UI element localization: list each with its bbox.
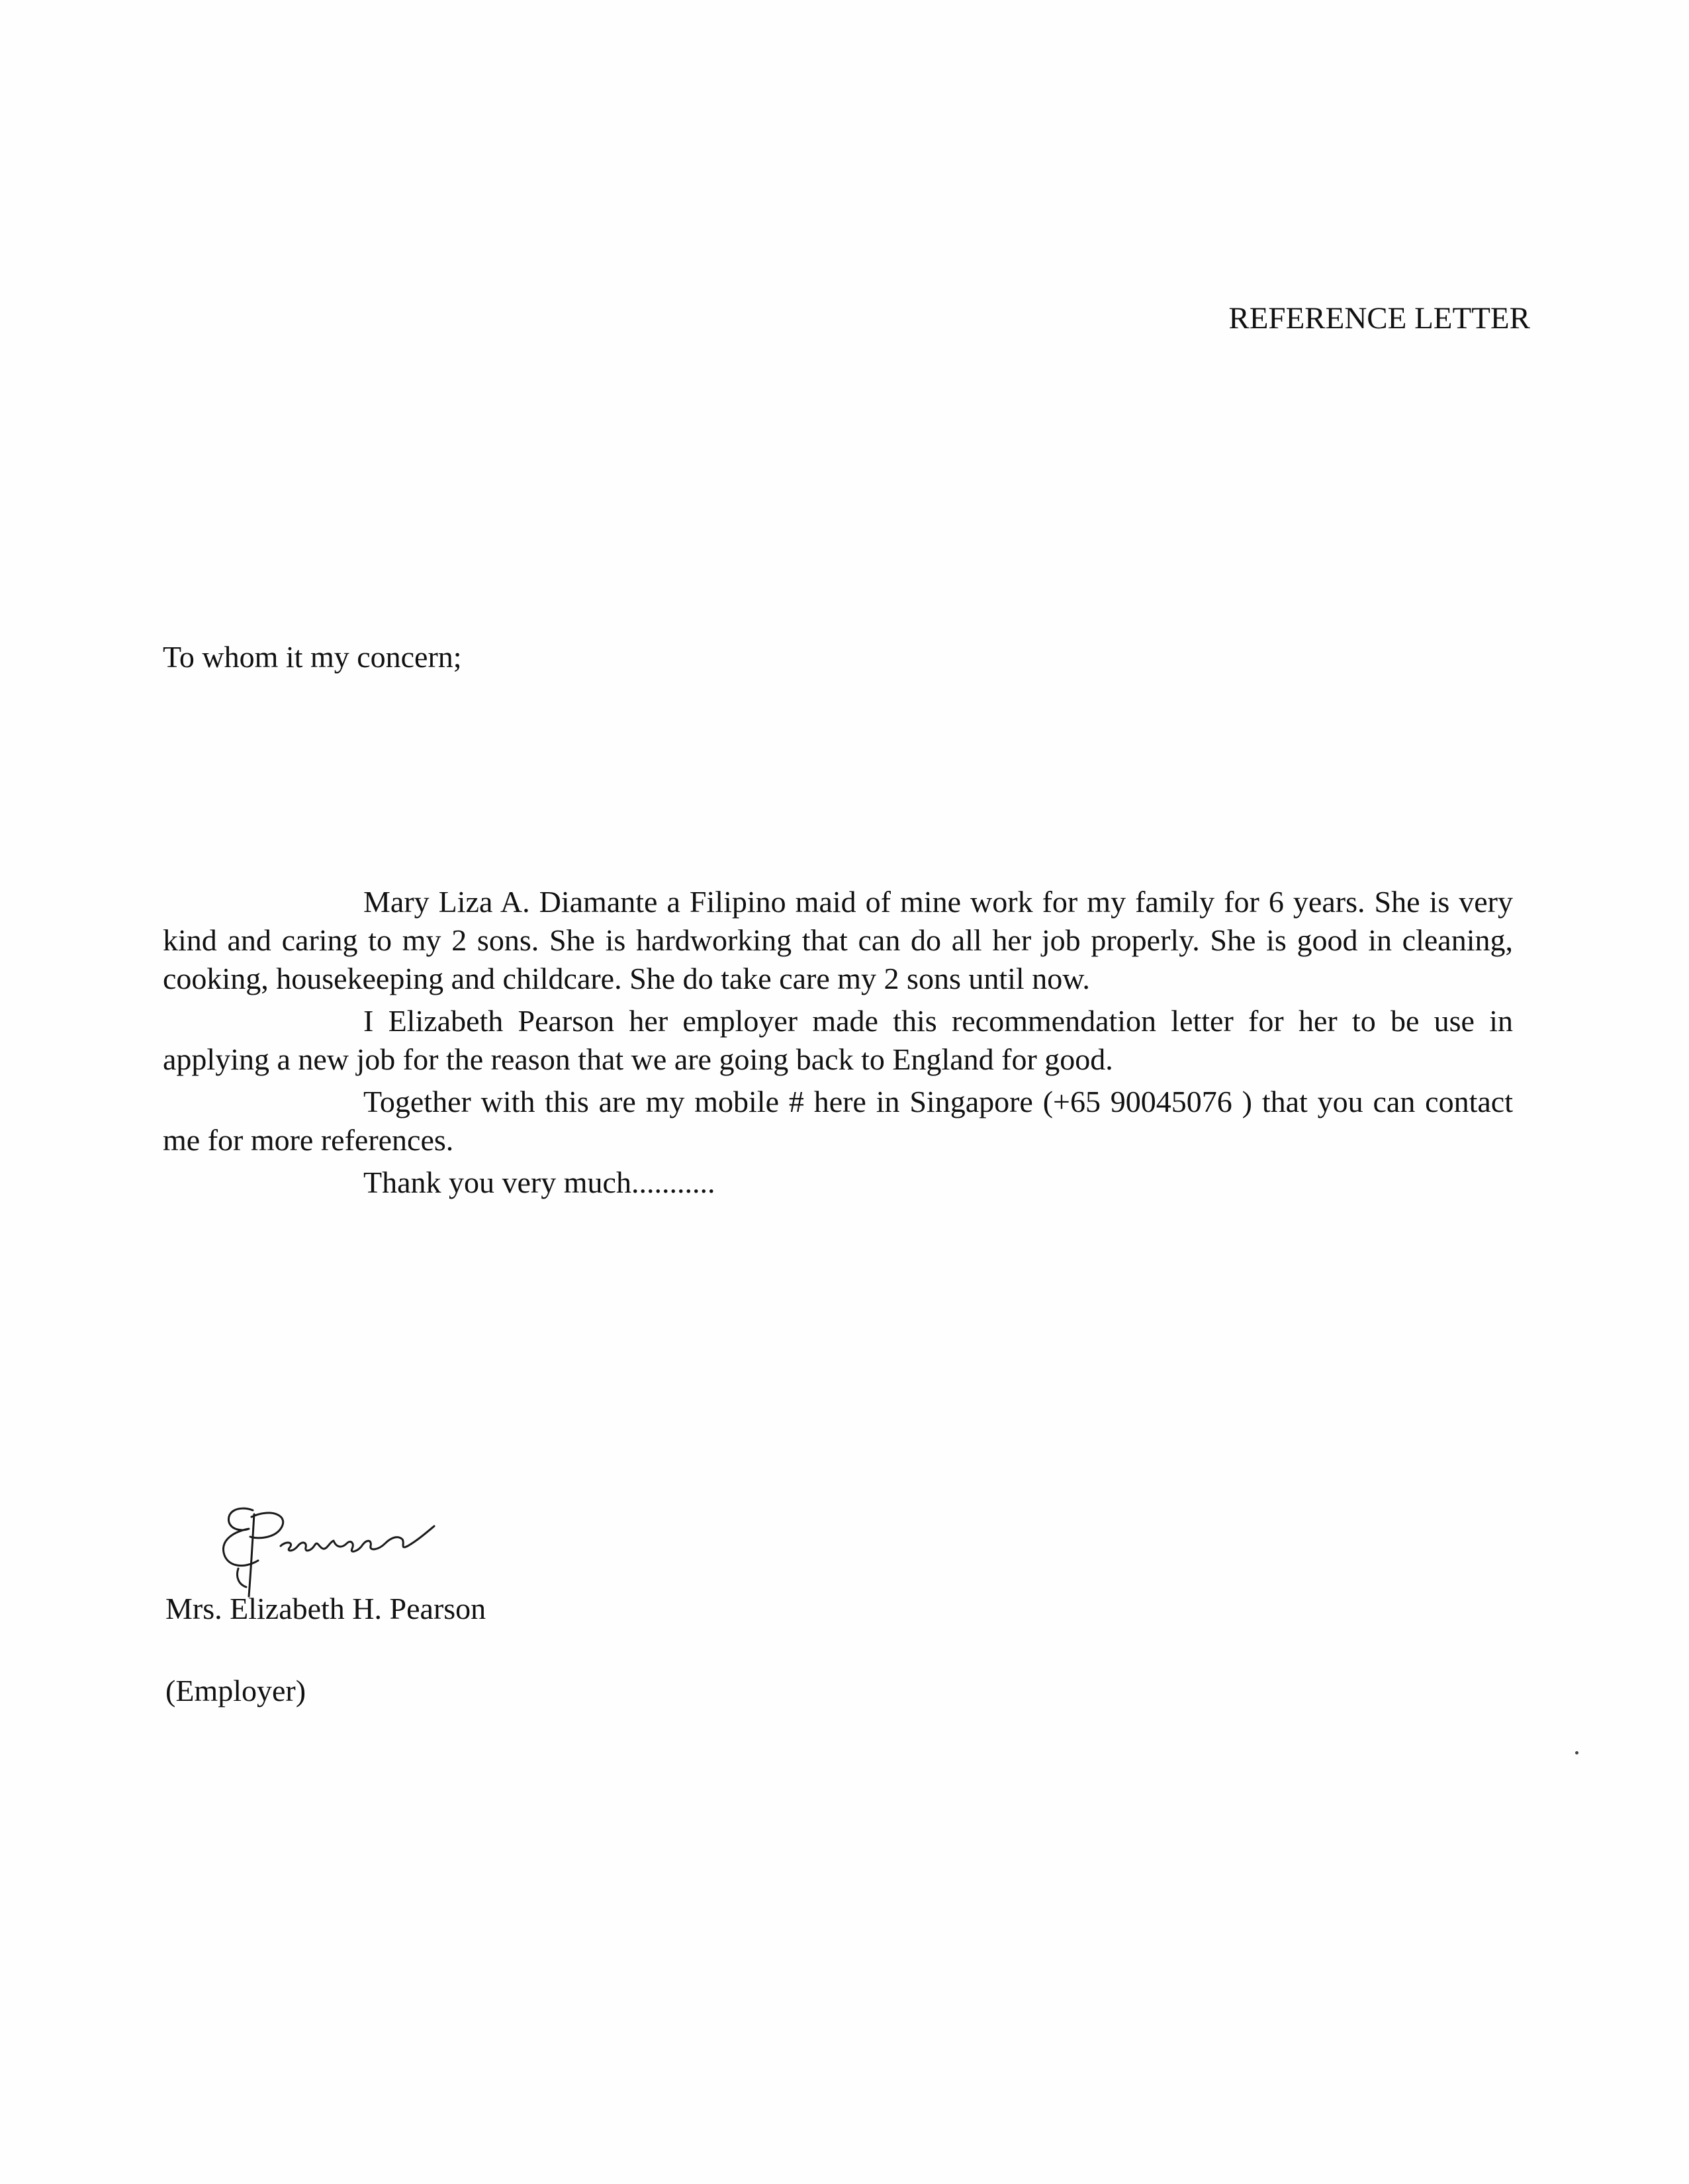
scan-speck (1575, 1751, 1578, 1754)
closing-line: Thank you very much........... (363, 1165, 715, 1199)
body-paragraph: Mary Liza A. Diamante a Filipino maid of mine work for my family for 6 years. She is very kind and caring to my 2 sons. She is hardworking that can do all her job properly. She is good in cleaning, cooking, housekeeping and childcare. She do take care my 2 sons until now. (163, 885, 1513, 995)
handwritten-signature (212, 1502, 490, 1602)
salutation: To whom it my concern; (163, 640, 462, 674)
body-paragraph: Together with this are my mobile # here in Singapore (+65 90045076 ) that you can contact me for more references. (163, 1085, 1513, 1157)
signer-role: (Employer) (165, 1674, 306, 1707)
signer-name: Mrs. Elizabeth H. Pearson (165, 1592, 486, 1625)
body-paragraph: I Elizabeth Pearson her employer made this recommendation letter for her to be use in applying a new job for the reason that we are going back to England for good. (163, 1004, 1513, 1076)
letter-title: REFERENCE LETTER (1228, 301, 1530, 336)
letter-body (163, 883, 1513, 1202)
